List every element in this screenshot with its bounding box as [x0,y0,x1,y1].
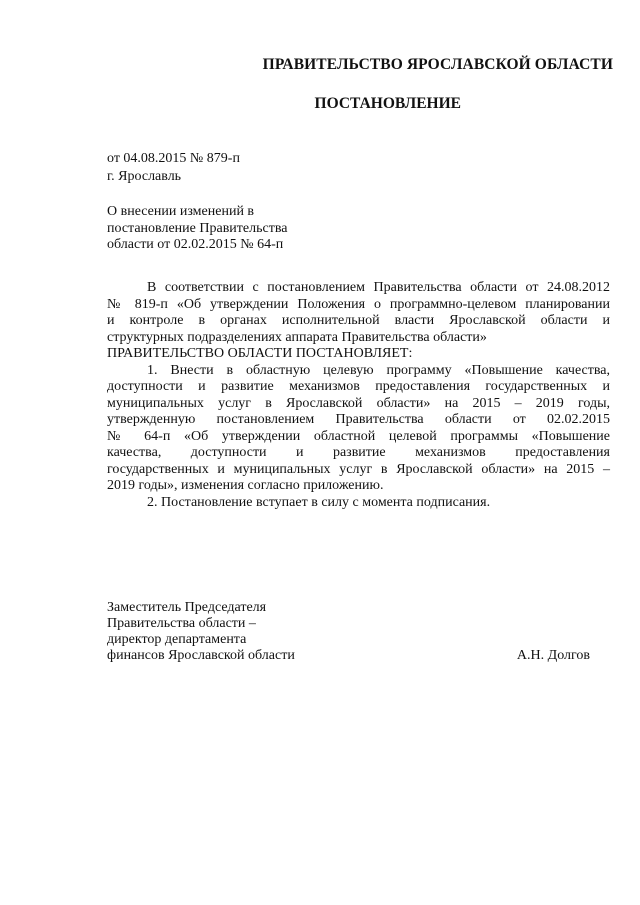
subject-line: О внесении изменений в [107,204,255,219]
body-line: государственных и муниципальных услуг в Ярославской области» на 2015 – [107,461,610,477]
body-line: утвержденную постановлением Правительства области от 02.02.2015 [107,412,610,427]
body-line: и контроле в органах исполнительной власти Ярославской области и [107,313,610,328]
body-line: структурных подразделениях аппарата Правительства области» [107,329,487,345]
body-line: 2. Постановление вступает в силу с момента подписания. [147,494,491,510]
document-subject [107,204,287,254]
document-type-title: ПОСТАНОВЛЕНИЕ [314,95,461,112]
body-line: качества, доступности и развитие механизмов предоставления [107,445,610,460]
body-line: 1. Внести в областную целевую программу «Повышение качества, [147,362,610,378]
body-line: 2019 годы», изменения согласно приложению. [107,478,384,493]
city: г. Ярославль [107,169,182,184]
body-line: муниципальных услуг в Ярославской области» на 2015 – 2019 годы, [107,395,610,411]
document-meta [107,150,240,186]
signatory-title-line: Правительства области – [107,616,256,631]
resolution-heading: ПРАВИТЕЛЬСТВО ОБЛАСТИ ПОСТАНОВЛЯЕТ: [107,346,413,361]
document-body [107,280,610,511]
organization-header: ПРАВИТЕЛЬСТВО ЯРОСЛАВСКОЙ ОБЛАСТИ [262,56,613,73]
body-line: № 819-п «Об утверждении Положения о программно-целевом планировании [107,296,610,312]
signatory-name: А.Н. Долгов [516,648,590,663]
date-number: от 04.08.2015 № 879-п [107,151,240,166]
signatory-title-line: Заместитель Председателя [107,600,267,615]
signature-block [107,600,590,664]
signatory-title-line: финансов Ярославской области [107,648,295,663]
body-line: доступности и развитие механизмов предоставления государственных и [107,379,610,394]
body-line: № 64-п «Об утверждении областной целевой программы «Повышение [107,428,610,444]
subject-line: области от 02.02.2015 № 64-п [107,237,284,252]
subject-line: постановление Правительства [107,220,288,236]
signatory-title-line: директор департамента [107,632,247,647]
body-line: В соответствии с постановлением Правительства области от 24.08.2012 [147,280,610,295]
